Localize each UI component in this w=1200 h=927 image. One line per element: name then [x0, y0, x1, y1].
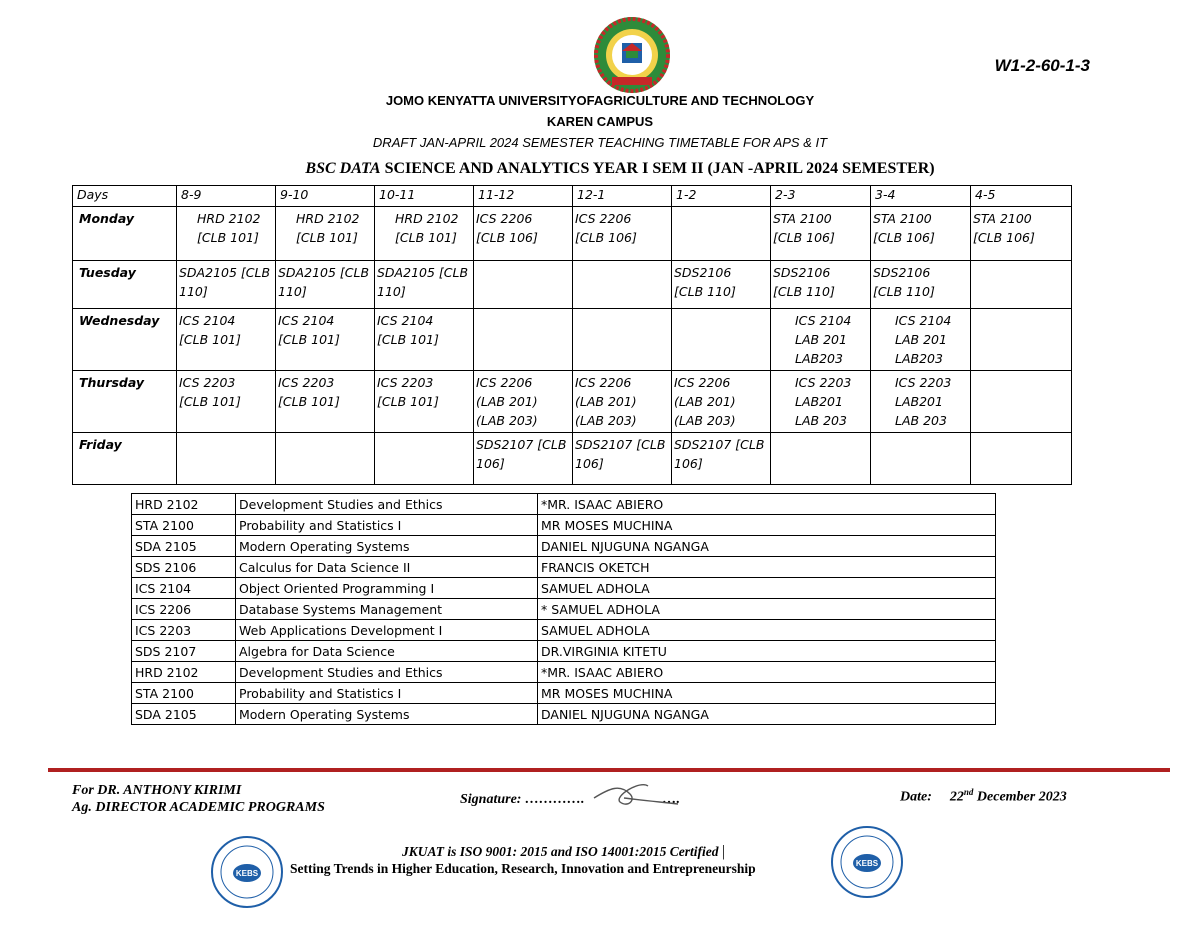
- course-lecturer: DANIEL NJUGUNA NGANGA: [538, 536, 996, 557]
- slot-cell: HRD 2102 [CLB 101]: [276, 207, 375, 261]
- course-title: Object Oriented Programming I: [236, 578, 538, 599]
- signature-scribble: [590, 778, 680, 812]
- kebs-right-label: KEBS: [855, 859, 879, 868]
- course-title: Probability and Statistics I: [236, 683, 538, 704]
- tagline: Setting Trends in Higher Education, Research, Innovation and Entrepreneurship: [290, 861, 756, 876]
- course-code: HRD 2102: [132, 662, 236, 683]
- slot-cell: ICS 2104 LAB 201 LAB203: [771, 309, 871, 371]
- day-cell: Tuesday: [73, 261, 177, 309]
- course-row: [132, 599, 996, 620]
- course-code: STA 2100: [132, 683, 236, 704]
- slot-cell: [871, 433, 971, 485]
- slot-cell: SDA2105 [CLB 110]: [375, 261, 474, 309]
- day-cell: Friday: [73, 433, 177, 485]
- date-label: Date:: [900, 789, 932, 805]
- course-lecturer: *MR. ISAAC ABIERO: [538, 494, 996, 515]
- slot-cell: [474, 309, 573, 371]
- slot-cell: STA 2100 [CLB 106]: [971, 207, 1072, 261]
- course-lecturer: DR.VIRGINIA KITETU: [538, 641, 996, 662]
- slot-cell: HRD 2102 [CLB 101]: [177, 207, 276, 261]
- course-row: [132, 515, 996, 536]
- slot-cell: SDA2105 [CLB 110]: [177, 261, 276, 309]
- title-em: BSC DATA: [305, 160, 381, 177]
- course-title: Modern Operating Systems: [236, 536, 538, 557]
- slot-cell: ICS 2203 LAB201 LAB 203: [771, 371, 871, 433]
- slot-cell: ICS 2206 (LAB 201) (LAB 203): [672, 371, 771, 433]
- course-list-table: [131, 493, 996, 725]
- course-title: Web Applications Development I: [236, 620, 538, 641]
- course-lecturer: FRANCIS OKETCH: [538, 557, 996, 578]
- course-title: Calculus for Data Science II: [236, 557, 538, 578]
- course-title: Database Systems Management: [236, 599, 538, 620]
- slot-cell: SDS2106 [CLB 110]: [871, 261, 971, 309]
- slot-cell: ICS 2206 [CLB 106]: [474, 207, 573, 261]
- date-field: [900, 787, 1067, 806]
- course-row: [132, 641, 996, 662]
- course-row: [132, 620, 996, 641]
- col-header: 4-5: [971, 186, 1072, 207]
- col-header: 2-3: [771, 186, 871, 207]
- iso-text: JKUAT is ISO 9001: 2015 and ISO 14001:2015 Certified: [402, 844, 719, 859]
- course-row: [132, 662, 996, 683]
- course-lecturer: MR MOSES MUCHINA: [538, 515, 996, 536]
- course-code: SDA 2105: [132, 704, 236, 725]
- timetable-row-tuesday: [73, 261, 1072, 309]
- slot-cell: ICS 2206 (LAB 201) (LAB 203): [474, 371, 573, 433]
- slot-cell: ICS 2104 [CLB 101]: [177, 309, 276, 371]
- iso-certification: JKUAT is ISO 9001: 2015 and ISO 14001:2015 Certified |: [402, 843, 726, 860]
- slot-cell: SDA2105 [CLB 110]: [276, 261, 375, 309]
- slot-cell: [971, 371, 1072, 433]
- timetable: [72, 185, 1072, 485]
- title-rest: SCIENCE AND ANALYTICS YEAR I SEM II (JAN -APRIL 2024 SEMESTER): [380, 160, 935, 177]
- slot-cell: SDS2107 [CLB 106]: [474, 433, 573, 485]
- course-title: Modern Operating Systems: [236, 704, 538, 725]
- slot-cell: [672, 207, 771, 261]
- course-title: Development Studies and Ethics: [236, 494, 538, 515]
- slot-cell: ICS 2104 [CLB 101]: [276, 309, 375, 371]
- university-name: JOMO KENYATTA UNIVERSITYOFAGRICULTURE AND TECHNOLOGY: [385, 93, 815, 108]
- course-lecturer: SAMUEL ADHOLA: [538, 620, 996, 641]
- day-cell: Thursday: [73, 371, 177, 433]
- col-header: 11-12: [474, 186, 573, 207]
- slot-cell: STA 2100 [CLB 106]: [771, 207, 871, 261]
- course-lecturer: MR MOSES MUCHINA: [538, 683, 996, 704]
- course-row: [132, 536, 996, 557]
- slot-cell: ICS 2203 [CLB 101]: [375, 371, 474, 433]
- col-header: 12-1: [573, 186, 672, 207]
- slot-cell: [177, 433, 276, 485]
- slot-cell: SDS2106 [CLB 110]: [672, 261, 771, 309]
- course-row: [132, 704, 996, 725]
- day-cell: Wednesday: [73, 309, 177, 371]
- slot-cell: ICS 2203 [CLB 101]: [177, 371, 276, 433]
- slot-cell: [474, 261, 573, 309]
- slot-cell: SDS2106 [CLB 110]: [771, 261, 871, 309]
- course-code: SDS 2107: [132, 641, 236, 662]
- footer-divider: [48, 768, 1170, 772]
- slot-cell: HRD 2102 [CLB 101]: [375, 207, 474, 261]
- course-code: HRD 2102: [132, 494, 236, 515]
- course-row: [132, 578, 996, 599]
- timetable-row-thursday: [73, 371, 1072, 433]
- slot-cell: [971, 261, 1072, 309]
- slot-cell: ICS 2203 [CLB 101]: [276, 371, 375, 433]
- draft-line: DRAFT JAN-APRIL 2024 SEMESTER TEACHING TIMETABLE FOR APS & IT: [372, 135, 828, 150]
- slot-cell: SDS2107 [CLB 106]: [672, 433, 771, 485]
- kebs-left-icon: [210, 835, 284, 909]
- course-code: SDA 2105: [132, 536, 236, 557]
- signature-tail: ….: [662, 792, 680, 807]
- slot-cell: [276, 433, 375, 485]
- course-lecturer: * SAMUEL ADHOLA: [538, 599, 996, 620]
- slot-cell: [672, 309, 771, 371]
- course-code: SDS 2106: [132, 557, 236, 578]
- col-header: 1-2: [672, 186, 771, 207]
- course-row: [132, 557, 996, 578]
- timetable-row-friday: [73, 433, 1072, 485]
- course-code: ICS 2104: [132, 578, 236, 599]
- slot-cell: ICS 2104 [CLB 101]: [375, 309, 474, 371]
- slot-cell: ICS 2206 [CLB 106]: [573, 207, 672, 261]
- date-rest: December 2023: [973, 789, 1067, 805]
- signatory-role: Ag. DIRECTOR ACADEMIC PROGRAMS: [72, 800, 325, 815]
- date-suffix: nd: [963, 787, 974, 797]
- course-row: [132, 683, 996, 704]
- course-list-body: [132, 494, 996, 725]
- slot-cell: ICS 2206 (LAB 201) (LAB 203): [573, 371, 672, 433]
- course-row: [132, 494, 996, 515]
- course-code: ICS 2203: [132, 620, 236, 641]
- col-header: Days: [73, 186, 177, 207]
- slot-cell: [375, 433, 474, 485]
- course-code: ICS 2206: [132, 599, 236, 620]
- university-logo: [578, 15, 686, 95]
- course-code: STA 2100: [132, 515, 236, 536]
- slot-cell: [971, 309, 1072, 371]
- timetable-row-monday: [73, 207, 1072, 261]
- date-value: 22: [949, 789, 964, 805]
- day-cell: Monday: [73, 207, 177, 261]
- course-lecturer: SAMUEL ADHOLA: [538, 578, 996, 599]
- slot-cell: SDS2107 [CLB 106]: [573, 433, 672, 485]
- timetable-title: [0, 160, 1200, 178]
- slot-cell: ICS 2203 LAB201 LAB 203: [871, 371, 971, 433]
- course-title: Probability and Statistics I: [236, 515, 538, 536]
- timetable-row-wednesday: [73, 309, 1072, 371]
- slot-cell: STA 2100 [CLB 106]: [871, 207, 971, 261]
- col-header: 3-4: [871, 186, 971, 207]
- kebs-left-label: KEBS: [235, 869, 259, 878]
- kebs-right-icon: [830, 825, 904, 899]
- timetable-header-row: [73, 186, 1072, 207]
- slot-cell: [971, 433, 1072, 485]
- signatory-for: For DR. ANTHONY KIRIMI: [72, 783, 242, 798]
- slot-cell: ICS 2104 LAB 201 LAB203: [871, 309, 971, 371]
- slot-cell: [573, 309, 672, 371]
- col-header: 9-10: [276, 186, 375, 207]
- col-header: 8-9: [177, 186, 276, 207]
- document-code: W1-2-60-1-3: [994, 56, 1090, 75]
- course-lecturer: *MR. ISAAC ABIERO: [538, 662, 996, 683]
- course-title: Development Studies and Ethics: [236, 662, 538, 683]
- course-lecturer: DANIEL NJUGUNA NGANGA: [538, 704, 996, 725]
- slot-cell: [573, 261, 672, 309]
- course-title: Algebra for Data Science: [236, 641, 538, 662]
- campus-name: KAREN CAMPUS: [546, 114, 654, 129]
- col-header: 10-11: [375, 186, 474, 207]
- slot-cell: [771, 433, 871, 485]
- signature-label: Signature: ………….: [460, 792, 585, 807]
